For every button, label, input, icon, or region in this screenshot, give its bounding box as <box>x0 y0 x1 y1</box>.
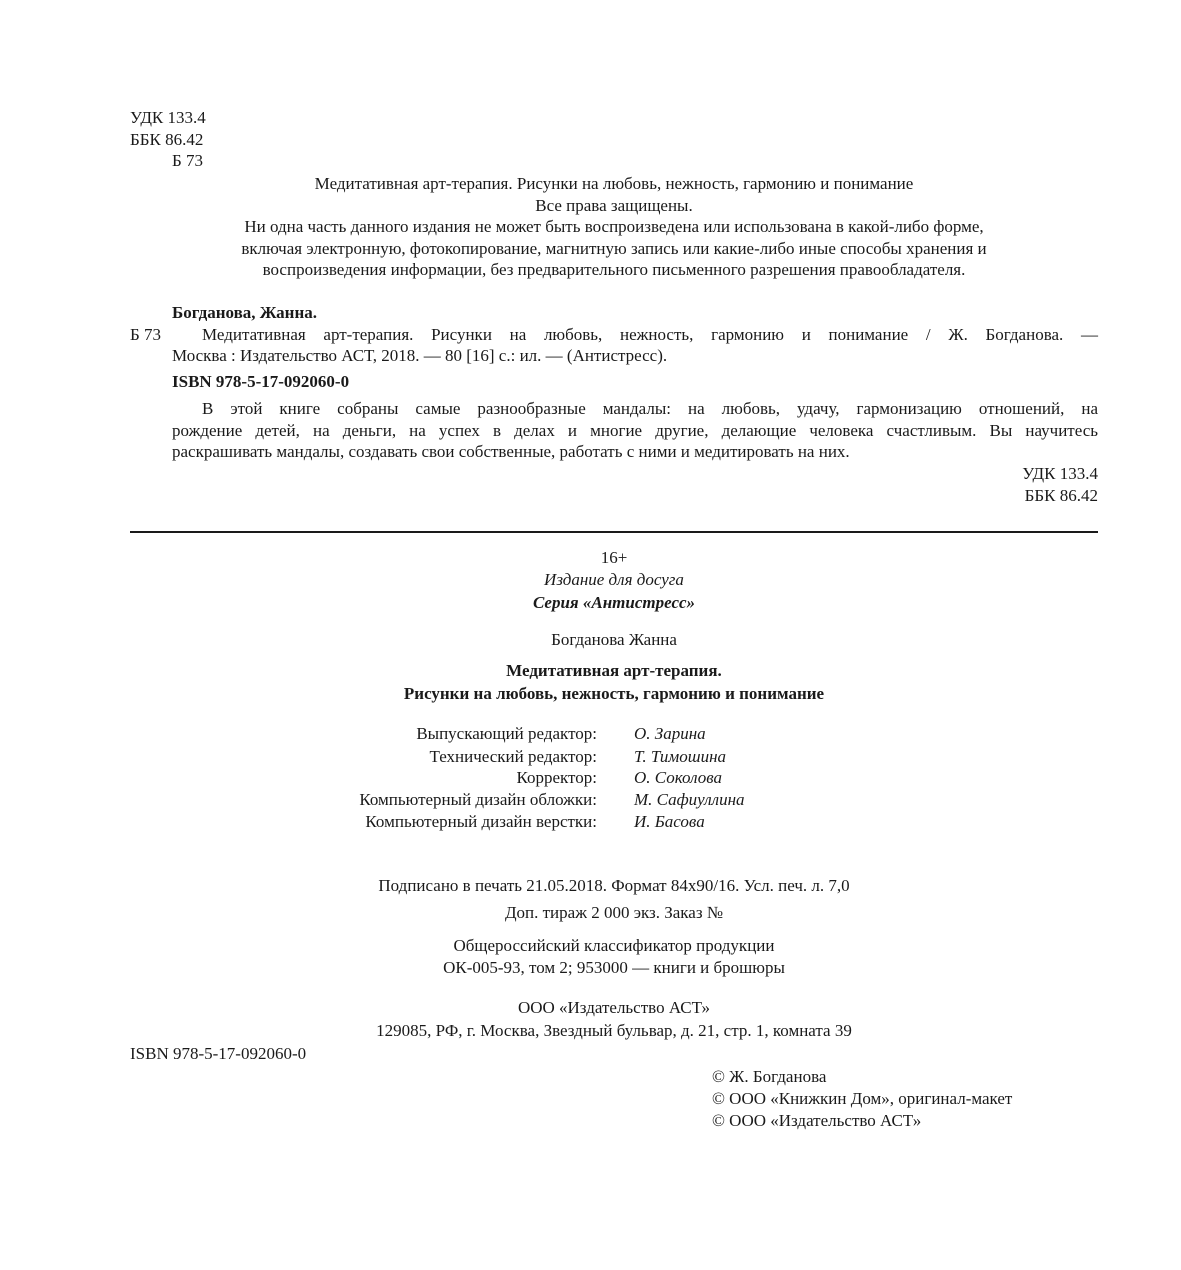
credit-name: О. Соколова <box>634 768 722 787</box>
credit-role: Компьютерный дизайн верстки: <box>365 812 597 831</box>
imprint-isbn: ISBN 978-5-17-092060-0 <box>130 1044 307 1063</box>
annotation-line: В этой книге собраны самые разнообразные мандалы: на любовь, удачу, гармонизацию отношений, на <box>202 399 1098 418</box>
imprint-author: Богданова Жанна <box>551 630 677 649</box>
bib-line-2: Москва : Издательство АСТ, 2018. — 80 [16] с.: ил. — (Антистресс). <box>172 346 668 365</box>
classifier-line-1: Общероссийский классификатор продукции <box>453 936 775 955</box>
credit-name: О. Зарина <box>634 724 706 743</box>
classifier-line-2: ОК-005-93, том 2; 953000 — книги и брошюры <box>443 958 785 977</box>
rights-notice-line: включая электронную, фотокопирование, магнитную запись или какие-либо иные способы хранения и <box>241 239 987 258</box>
credit-name: И. Басова <box>634 812 705 831</box>
copyright-line: © Ж. Богданова <box>712 1067 827 1086</box>
imprint-title-line-2: Рисунки на любовь, нежность, гармонию и понимание <box>403 684 825 703</box>
annotation-line: рождение детей, на деньги, на успех в делах и многие другие, делающие человека счастливым. Вы научитесь <box>172 421 1098 440</box>
author-mark: Б 73 <box>172 151 204 170</box>
copyright-line: © ООО «Издательство АСТ» <box>712 1111 922 1130</box>
section-divider <box>130 531 1098 533</box>
rights-title: Медитативная арт-терапия. Рисунки на любовь, нежность, гармонию и понимание <box>314 174 914 193</box>
credit-role: Выпускающий редактор: <box>416 724 597 743</box>
credit-role: Технический редактор: <box>429 747 597 766</box>
credit-role: Компьютерный дизайн обложки: <box>359 790 597 809</box>
copyright-line: © ООО «Книжкин Дом», оригинал-макет <box>712 1089 1013 1108</box>
bib-author: Богданова, Жанна. <box>172 303 317 322</box>
publisher-name: ООО «Издательство АСТ» <box>517 998 711 1017</box>
annotation-line: раскрашивать мандалы, создавать свои собственные, работать с ними и медитировать на них. <box>172 442 850 461</box>
imprint-title-line-1: Медитативная арт-терапия. <box>506 661 722 680</box>
bib-line-1: Медитативная арт-терапия. Рисунки на любовь, нежность, гармонию и понимание / Ж. Богданова. — <box>202 325 1098 344</box>
credit-name: М. Сафиуллина <box>634 790 745 809</box>
bib-mark: Б 73 <box>130 325 162 344</box>
print-info-line-1: Подписано в печать 21.05.2018. Формат 84х90/16. Усл. печ. л. 7,0 <box>378 876 850 895</box>
rights-reserved: Все права защищены. <box>535 196 693 215</box>
rights-notice-line: воспроизведения информации, без предварительного письменного разрешения правообладателя. <box>262 260 966 279</box>
bbk-code: ББК 86.42 <box>130 130 204 149</box>
publisher-address: 129085, РФ, г. Москва, Звездный бульвар, д. 21, стр. 1, комната 39 <box>376 1021 852 1040</box>
print-info-line-2: Доп. тираж 2 000 экз. Заказ № <box>504 903 724 922</box>
credit-name: Т. Тимошина <box>634 747 727 766</box>
credit-role: Корректор: <box>516 768 597 787</box>
age-rating: 16+ <box>600 548 628 567</box>
udk-code: УДК 133.4 <box>130 108 206 127</box>
edition-type: Издание для досуга <box>544 570 684 589</box>
series-name: Серия «Антистресс» <box>532 593 696 612</box>
bib-udk: УДК 133.4 <box>1022 464 1098 483</box>
bib-bbk: ББК 86.42 <box>1024 486 1098 505</box>
rights-notice-line: Ни одна часть данного издания не может быть воспроизведена или использована в какой-либо форме, <box>244 217 984 236</box>
bib-isbn: ISBN 978-5-17-092060-0 <box>172 372 350 391</box>
